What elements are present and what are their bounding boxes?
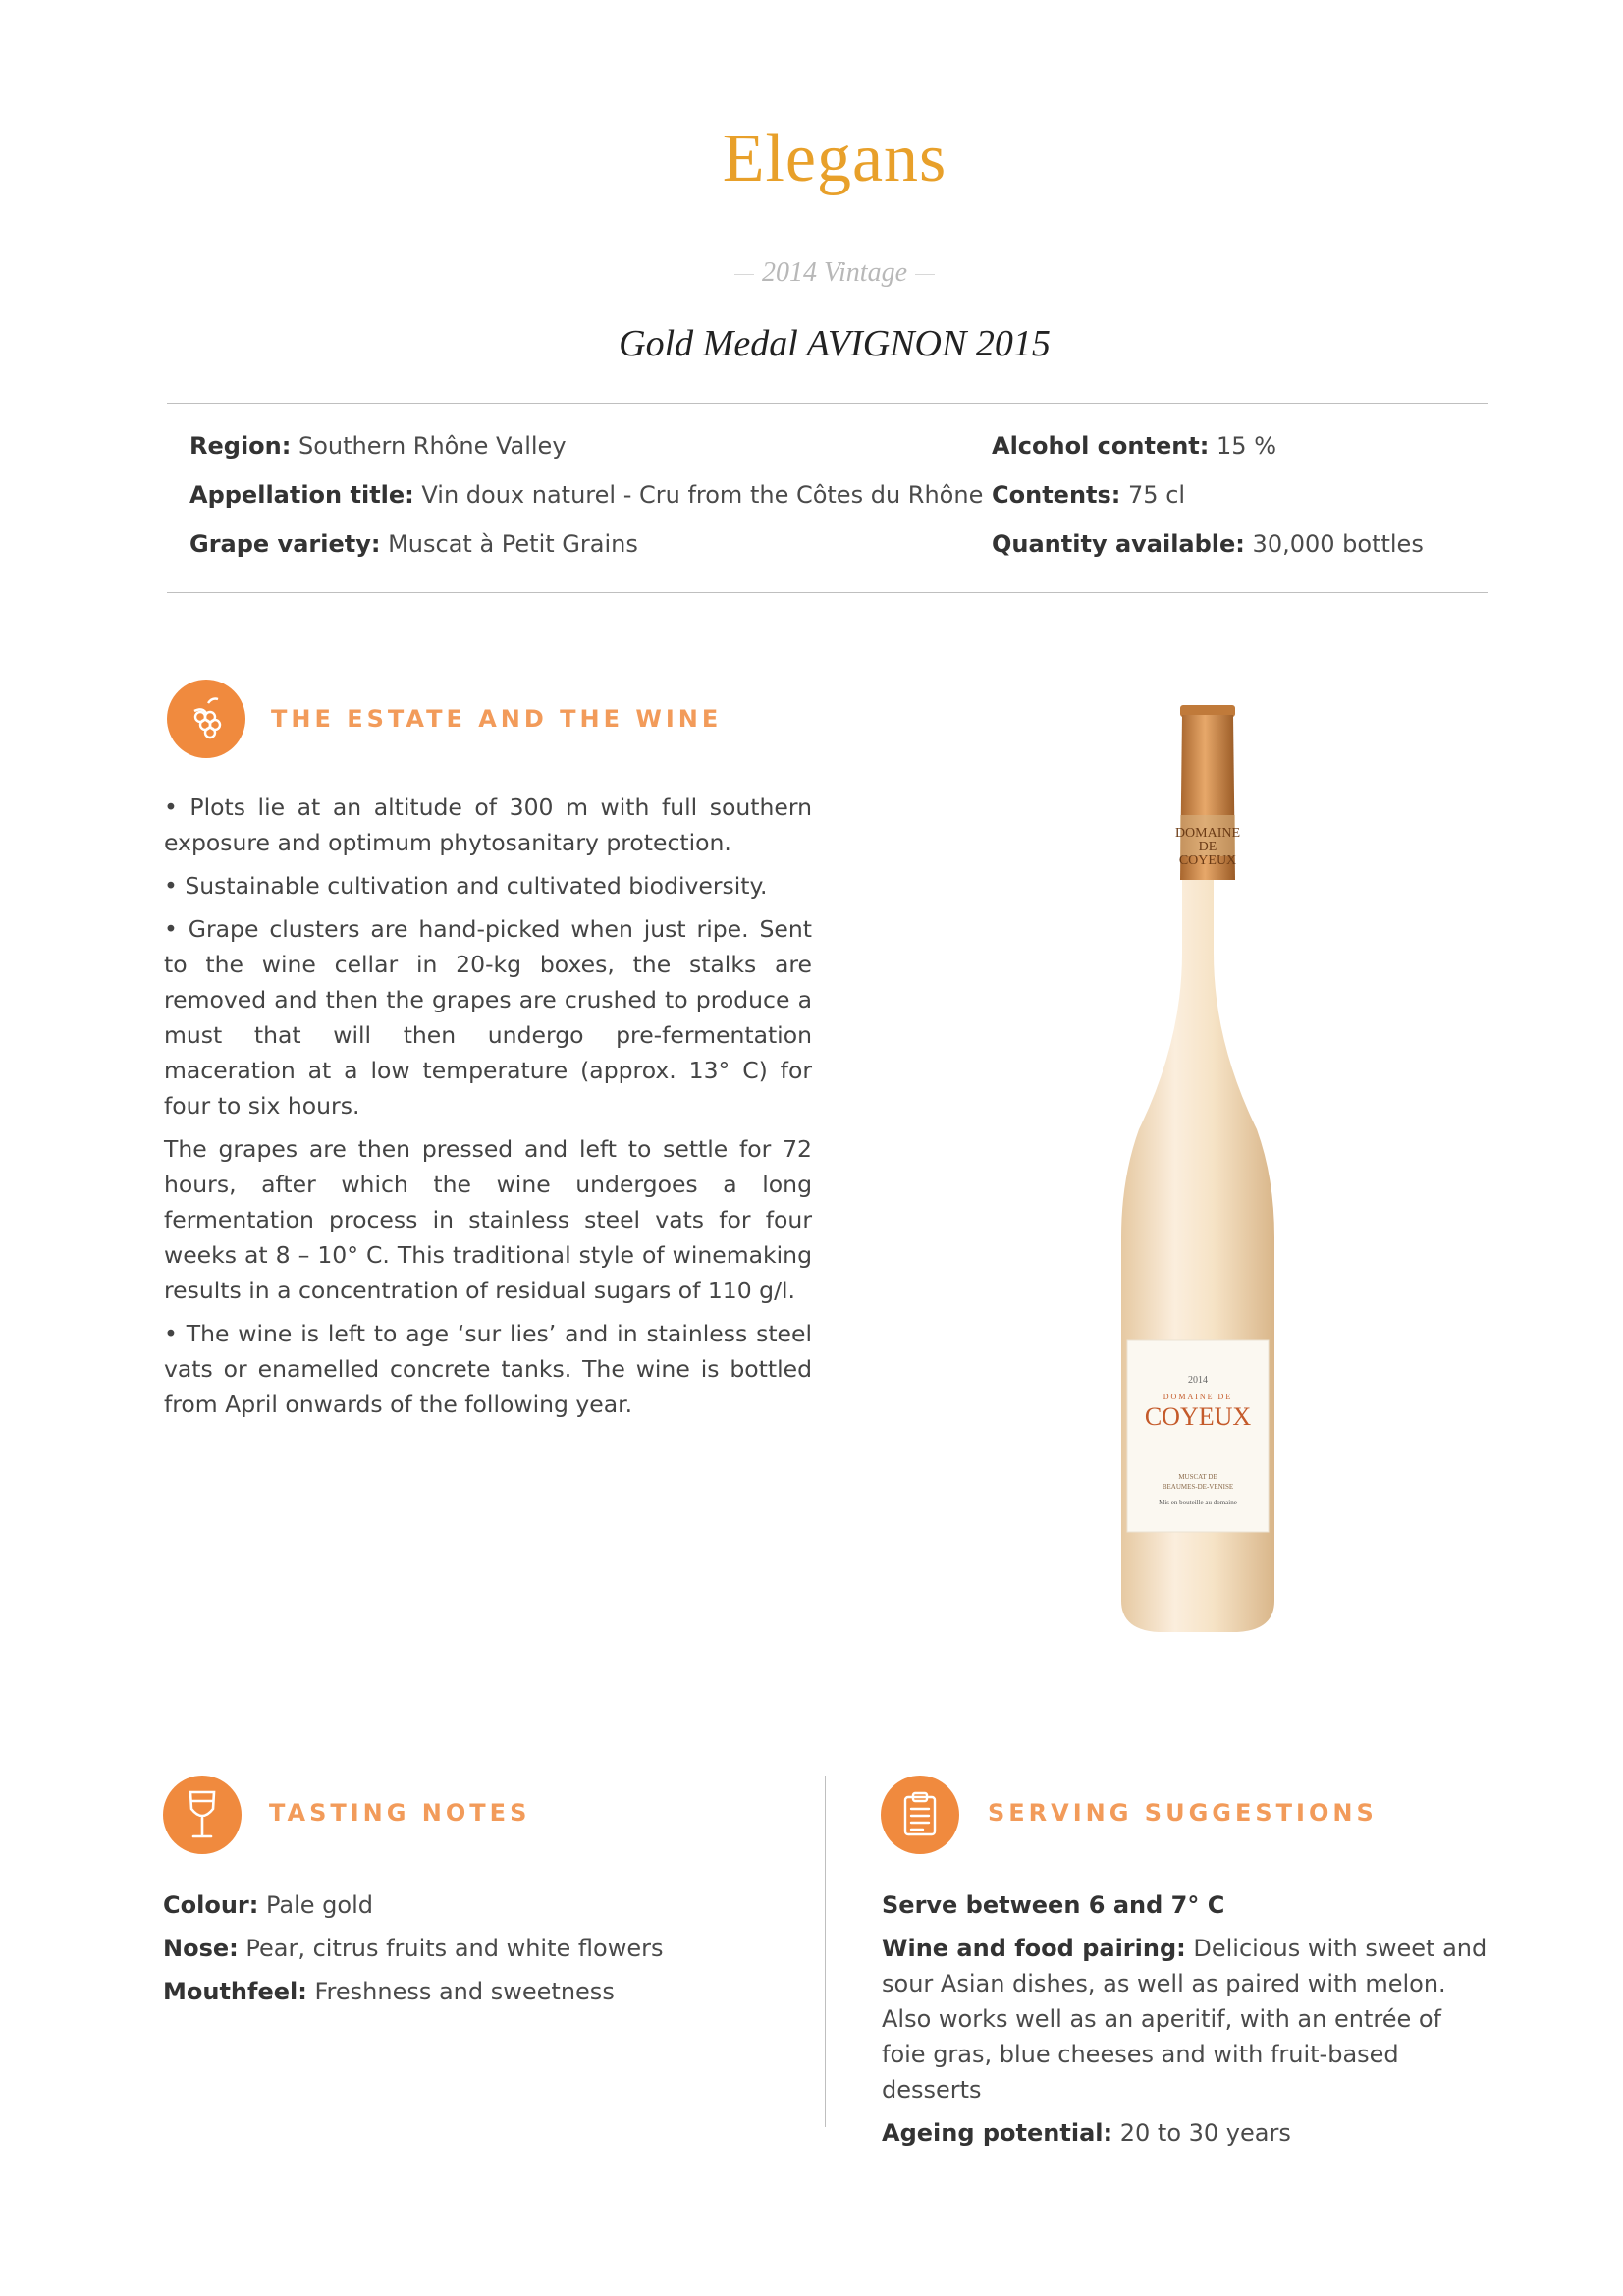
note-value: Pale gold	[265, 1891, 373, 1919]
column-divider	[825, 1776, 826, 2127]
serving-ageing	[882, 2115, 1490, 2151]
serve-label: Serve between 6 and 7° C	[882, 1891, 1225, 1919]
vintage-line	[0, 257, 1623, 289]
tasting-nose	[163, 1927, 801, 1970]
spec-value: Southern Rhône Valley	[298, 432, 567, 460]
note-value: Freshness and sweetness	[314, 1978, 615, 2005]
spec-value: 15 %	[1217, 432, 1277, 460]
estate-paragraph: • Grape clusters are hand-picked when just ripe. Sent to the wine cellar in 20-kg boxes, the stalks are removed and then the grapes are crushed to produce a must that will then undergo pre-fermentation maceration at a low temperature (approx. 13° C) for four to six hours.	[164, 915, 812, 1120]
spec-value: 75 cl	[1128, 481, 1186, 509]
label-brand: COYEUX	[1144, 1402, 1252, 1431]
pairing-label: Wine and food pairing:	[882, 1935, 1186, 1962]
vintage-dash-right	[915, 274, 935, 275]
note-label: Mouthfeel:	[163, 1978, 307, 2005]
ageing-label: Ageing potential:	[882, 2119, 1113, 2147]
spec-label: Quantity available:	[992, 530, 1245, 558]
ageing-value: 20 to 30 years	[1119, 2119, 1291, 2147]
award: Gold Medal AVIGNON 2015	[619, 323, 1051, 364]
spec-label: Grape variety:	[189, 530, 381, 558]
spec-label: Region:	[189, 432, 292, 460]
spec-label: Contents:	[992, 481, 1121, 509]
vintage: 2014 Vintage	[761, 257, 907, 288]
estate-paragraph: • Sustainable cultivation and cultivated biodiversity.	[164, 872, 768, 900]
label-year: 2014	[1188, 1375, 1208, 1386]
tasting-heading: TASTING NOTES	[269, 1799, 531, 1827]
spec-value: Vin doux naturel - Cru from the Côtes du Rhône	[421, 481, 984, 509]
tasting-colour	[163, 1884, 801, 1927]
tasting-mouthfeel	[163, 1970, 801, 2013]
note-label: Nose:	[163, 1935, 239, 1962]
specs-bottom-divider	[167, 592, 1488, 593]
wine-bottle-image	[1100, 687, 1296, 1640]
spec-region	[189, 432, 567, 460]
estate-paragraph: • Plots lie at an altitude of 300 m with full southern exposure and optimum phytosanitary protection.	[164, 793, 812, 856]
serving-text	[882, 1887, 1490, 2159]
spec-contents	[992, 481, 1185, 509]
top-divider	[167, 403, 1488, 404]
wine-glass-icon	[163, 1776, 242, 1854]
label-line: MUSCAT DE	[1178, 1473, 1217, 1481]
estate-heading: THE ESTATE AND THE WINE	[271, 705, 723, 733]
spec-value: Muscat à Petit Grains	[388, 530, 638, 558]
clipboard-icon	[881, 1776, 959, 1854]
spec-grape	[189, 530, 638, 558]
capsule-text: DOMAINE DE COYEUX	[1174, 826, 1241, 868]
note-label: Colour:	[163, 1891, 259, 1919]
tasting-notes	[163, 1884, 801, 2013]
grapes-icon	[167, 680, 245, 758]
spec-label: Appellation title:	[189, 481, 414, 509]
serving-pairing	[882, 1931, 1490, 2107]
wine-title: Elegans	[722, 121, 947, 196]
pairing-value: Delicious with sweet and sour Asian dishes, as well as paired with melon. Also works well as an aperitif, with an entrée of foie gras, blue cheeses and with fruit-based desserts	[882, 1935, 1488, 2104]
label-line: Mis en bouteille au domaine	[1159, 1499, 1237, 1506]
label-domaine: DOMAINE DE	[1163, 1393, 1233, 1401]
serving-temperature	[882, 1887, 1490, 1923]
note-value: Pear, citrus fruits and white flowers	[245, 1935, 664, 1962]
spec-label: Alcohol content:	[992, 432, 1210, 460]
serving-heading: SERVING SUGGESTIONS	[988, 1799, 1378, 1827]
spec-value: 30,000 bottles	[1252, 530, 1424, 558]
spec-alcohol	[992, 432, 1276, 460]
spec-appellation	[189, 481, 983, 509]
estate-paragraph: The grapes are then pressed and left to settle for 72 hours, after which the wine undergoes a long fermentation process in stainless steel vats for four weeks at 8 – 10° C. This traditional style of winemaking results in a concentration of residual sugars of 110 g/l.	[164, 1135, 812, 1304]
spec-quantity	[992, 530, 1424, 558]
estate-paragraph: • The wine is left to age ‘sur lies’ and in stainless steel vats or enamelled concrete tanks. The wine is bottled from April onwards of the following year.	[164, 1320, 812, 1418]
label-line: BEAUMES-DE-VENISE	[1162, 1483, 1234, 1491]
estate-text	[164, 790, 812, 1430]
vintage-dash-left	[734, 274, 754, 275]
